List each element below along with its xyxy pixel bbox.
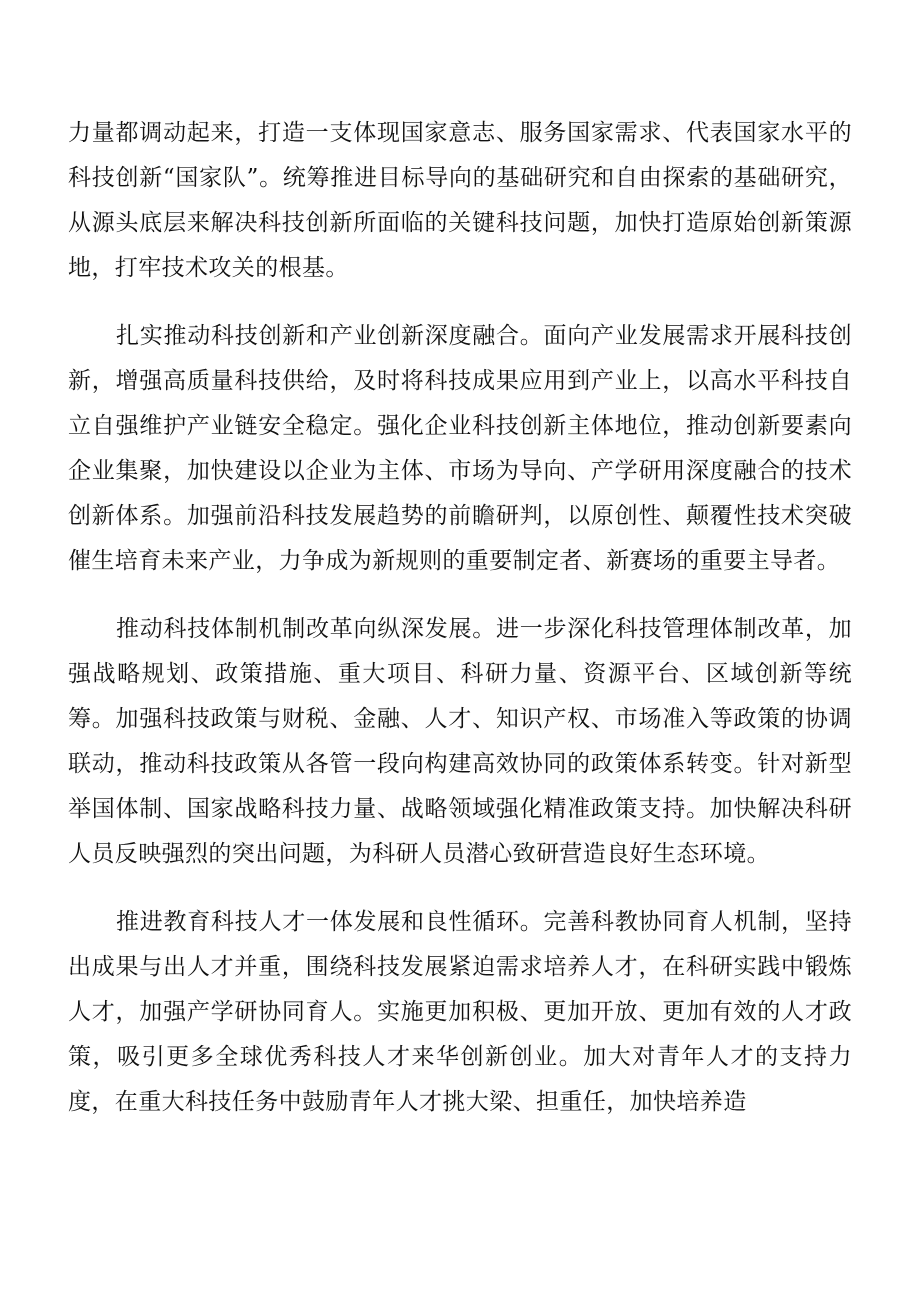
paragraph-industry-integration: 扎实推动科技创新和产业创新深度融合。面向产业发展需求开展科技创新，增强高质量科技供给，及时将科技成果应用到产业上，以高水平科技自立自强维护产业链安全稳定。强化企业科技创新主体地位，推动创新要素向企业集聚，加快建设以企业为主体、市场为导向、产学研用深度融合的技术创新体系。加强前沿科技发展趋势的前瞻研判，以原创性、颠覆性技术突破催生培育未来产业，力争成为新规则的重要制定者、新赛场的重要主导者。 [68, 323, 852, 574]
paragraph-talent-development: 推进教育科技人才一体发展和良性循环。完善科教协同育人机制，坚持出成果与出人才并重，围绕科技发展紧迫需求培养人才，在科研实践中锻炼人才，加强产学研协同育人。实施更加积极、更加开放、更加有效的人才政策，吸引更多全球优秀科技人才来华创新创业。加大对青年人才的支持力度，在重大科技任务中鼓励青年人才挑大梁、担重任，加快培养造 [68, 909, 852, 1115]
paragraph-system-reform: 推动科技体制机制改革向纵深发展。进一步深化科技管理体制改革，加强战略规划、政策措施、重大项目、科研力量、资源平台、区域创新等统筹。加强科技政策与财税、金融、人才、知识产权、市场准入等政策的协调联动，推动科技政策从各管一段向构建高效协同的政策体系转变。针对新型举国体制、国家战略科技力量、战略领域强化精准政策支持。加快解决科研人员反映强烈的突出问题，为科研人员潜心致研营造良好生态环境。 [68, 616, 852, 867]
paragraph-continuation: 力量都调动起来，打造一支体现国家意志、服务国家需求、代表国家水平的科技创新“国家队”。统筹推进目标导向的基础研究和自由探索的基础研究，从源头底层来解决科技创新所面临的关键科技问题，加快打造原始创新策源地，打牢技术攻关的根基。 [68, 120, 852, 281]
document-page [68, 111, 852, 1125]
